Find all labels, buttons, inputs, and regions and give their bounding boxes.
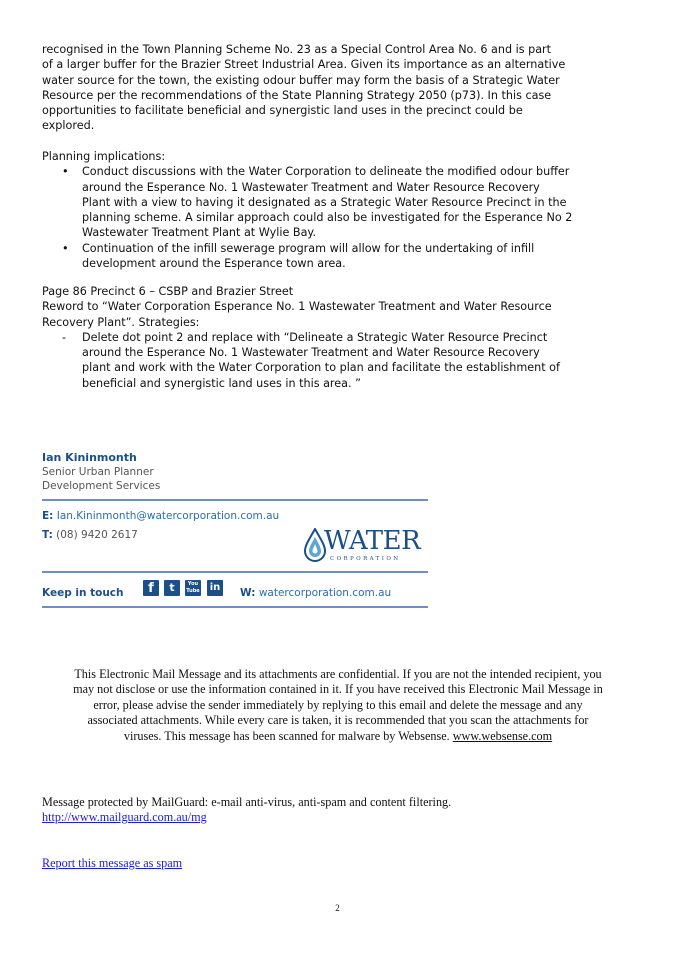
confidentiality-disclaimer [40,667,636,744]
email-label: E: [42,510,54,522]
intro-line: opportunities to facilitate beneficial and synergistic land uses in the precinct could be [42,104,523,118]
bullet-line: Plant with a view to having it designated as a Strategic Water Resource Precinct in the [82,195,567,209]
disclaimer-line: This Electronic Mail Message and its attachments are confidential. If you are not the intended recipient, you [74,667,602,681]
dash-line: plant and work with the Water Corporation to plan and facilitate the establishment of [82,361,560,375]
disclaimer-line: may not disclose or use the information contained in it. If you have received this Electronic Mail Message in [73,682,603,697]
intro-line: Resource per the recommendations of the State Planning Strategy 2050 (p73). In this case [42,88,552,102]
phone-label: T: [42,529,53,541]
bullet-line: planning scheme. A similar approach could also be investigated for the Esperance No 2 [82,211,573,225]
signature-divider [42,499,428,501]
disclaimer-line: associated attachments. While every care is taken, it is recommended that you scan the attachments for [87,713,589,728]
page86-line: Page 86 Precinct 6 – CSBP and Brazier Street [42,285,294,298]
bullet-icon: • [62,241,69,255]
dash-line: around the Esperance No. 1 Wastewater Treatment and Water Resource Recovery [82,346,540,360]
page-number: 2 [335,903,340,913]
planning-heading: Planning implications: [42,150,166,163]
facebook-icon[interactable]: f [143,580,159,596]
bullet-line: Continuation of the infill sewerage program will allow for the undertaking of infill [82,241,535,255]
planning-bullet-list [42,164,632,271]
phone-row [42,529,138,541]
water-drop-icon [304,528,326,562]
logo-subtitle: CORPORATION [330,556,401,562]
page86-line: Recovery Plant”. Strategies: [42,315,200,329]
mailguard-notice [42,795,451,826]
water-corporation-logo [304,526,424,566]
intro-line: of a larger buffer for the Brazier Street Industrial Area. Given its importance as an alternative [42,58,566,72]
intro-paragraph [42,42,632,134]
keep-in-touch-label: Keep in touch [42,587,124,599]
disclaimer-line [40,729,636,744]
dash-line: beneficial and synergistic land uses in this area. ” [82,376,361,390]
signature-divider [42,606,428,608]
signature-divider [42,571,428,573]
email-row [42,510,279,522]
mailguard-link[interactable]: http://www.mailguard.com.au/mg [42,810,207,825]
disclaimer-line: error, please advise the sender immediately by replying to this email and delete the message and any [93,697,583,712]
linkedin-icon[interactable]: in [207,580,223,596]
website-link[interactable]: watercorporation.com.au [258,587,392,599]
dash-icon: - [62,330,67,344]
bullet-line: development around the Esperance town area. [82,257,346,271]
list-item [42,330,632,391]
bullet-line: around the Esperance No. 1 Wastewater Treatment and Water Resource Recovery [82,180,540,194]
dash-line: Delete dot point 2 and replace with “Delineate a Strategic Water Resource Precinct [82,330,548,344]
website-row [240,587,391,599]
intro-line: explored. [42,119,95,133]
intro-line: water source for the town, the existing odour buffer may form the basis of a Strategic Water [42,73,560,87]
signature-department: Development Services [42,480,161,492]
intro-line: recognised in the Town Planning Scheme No. 23 as a Special Control Area No. 6 and is part [42,43,552,56]
page86-section [42,284,632,391]
phone-value: (08) 9420 2617 [56,529,138,541]
planning-implications [42,149,632,271]
list-item [42,164,632,240]
report-spam-link[interactable]: Report this message as spam [42,856,183,870]
mailguard-text: Message protected by MailGuard: e-mail anti-virus, anti-spam and content filtering. [42,795,452,809]
email-link[interactable]: Ian.Kininmonth@watercorporation.com.au [56,510,280,522]
bullet-icon: • [62,165,69,179]
bullet-line: Conduct discussions with the Water Corporation to delineate the modified odour buffer [82,165,570,179]
logo-word: WATER [324,526,421,556]
signature-name: Ian Kininmonth [42,451,137,464]
websense-link[interactable]: www.websense.com [452,728,553,743]
signature-title: Senior Urban Planner [42,466,154,478]
disclaimer-last-text: viruses. This message has been scanned for malware by Websense. [123,728,453,743]
bullet-line: Wastewater Treatment Plant at Wylie Bay. [82,226,317,240]
list-item [42,241,632,272]
page86-line: Reword to “Water Corporation Esperance No. 1 Wastewater Treatment and Water Resource [42,300,552,314]
youtube-icon[interactable]: You Tube [186,581,200,594]
strategy-list [42,330,632,391]
twitter-icon[interactable]: t [164,580,180,596]
web-label: W: [240,587,256,599]
